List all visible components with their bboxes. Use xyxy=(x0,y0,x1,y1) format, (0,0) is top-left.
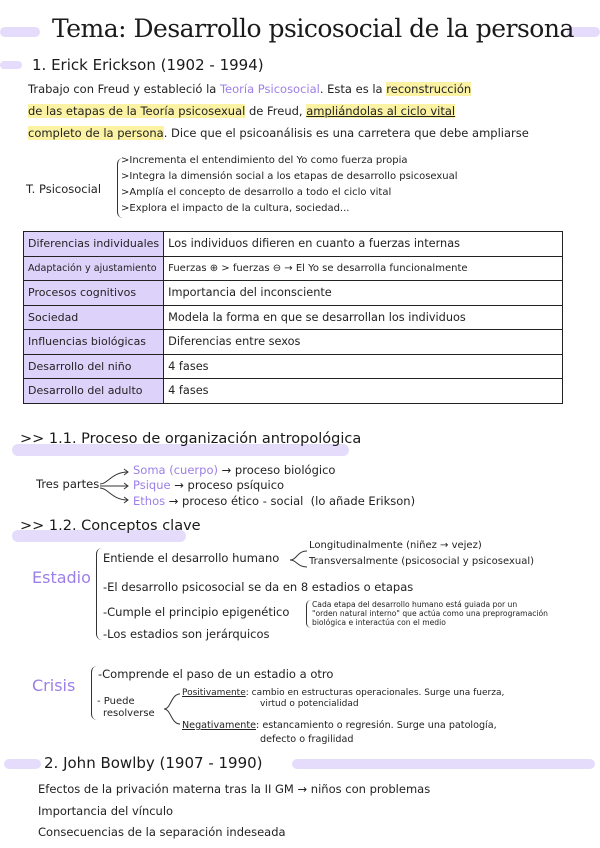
section1-heading: 1. Erick Erickson (1902 - 1994) xyxy=(32,56,264,74)
table-row xyxy=(24,330,563,355)
intro-line-1 xyxy=(28,82,471,96)
epigenetic-note xyxy=(312,600,548,627)
estadio-brace xyxy=(96,548,103,640)
part-term: Ethos xyxy=(133,494,166,508)
page-title: Tema: Desarrollo psicosocial de la persona xyxy=(52,14,574,43)
intro-text: Trabajo con Freud y estableció la xyxy=(28,82,220,96)
crisis-split-arrows xyxy=(162,690,182,728)
teoria-item-text: Incrementa el entendimiento del Yo como fuerza propia xyxy=(129,155,408,166)
crisis-puede-text: Puede xyxy=(103,696,135,707)
table-label: Desarrollo del adulto xyxy=(24,379,164,404)
table-label: Adaptación y ajustamiento xyxy=(24,256,164,281)
estadio-label: Estadio xyxy=(32,568,91,587)
teoria-item: >Incrementa el entendimiento del Yo como fuerza propia xyxy=(121,155,408,166)
table-row xyxy=(24,305,563,330)
table-value: 4 fases xyxy=(164,379,563,404)
estadio-ocho-text: El desarrollo psicosocial se da en 8 estadios o etapas xyxy=(107,580,414,594)
crisis-puede: - Puede resolverse xyxy=(97,696,155,719)
part-note: (lo añade Erikson) xyxy=(310,494,416,508)
estadio-entiende: Entiende el desarrollo humano xyxy=(103,551,280,565)
teoria-item-text: Integra la dimensión social a los etapas de desarrollo psicosexual xyxy=(129,171,458,182)
part-desc: proceso psíquico xyxy=(187,478,285,492)
tres-partes-label: Tres partes xyxy=(36,477,100,491)
crisis-neg-label: Negativamente xyxy=(182,720,257,731)
epigenetic-note-line: "orden natural interno" que actúa como una preprogramación xyxy=(312,609,548,618)
table-value: Importancia del inconsciente xyxy=(164,281,563,306)
tres-partes-arrows xyxy=(98,466,132,506)
section2-left-bar xyxy=(4,759,41,769)
epigenetic-brace xyxy=(306,600,311,628)
section1-left-bar xyxy=(0,61,22,69)
highlight-text: completo de la persona xyxy=(28,126,164,140)
bowlby-line: Efectos de la privación materna tras la II GM → niños con problemas xyxy=(38,782,431,796)
bowlby-line: Importancia del vínculo xyxy=(38,804,174,818)
table-label: Diferencias individuales xyxy=(24,232,164,257)
estadio-split-arrows xyxy=(289,548,309,570)
erikson-table xyxy=(23,231,563,404)
part-desc: proceso ético - social xyxy=(182,494,304,508)
crisis-comprende-text: Comprende el paso de un estadio a otro xyxy=(102,667,334,681)
table-row xyxy=(24,232,563,257)
teoria-label: T. Psicosocial xyxy=(26,182,102,196)
crisis-pos-text: : cambio en estructuras operacionales. Surge una fuerza, xyxy=(245,688,505,698)
estadio-cumple: -Cumple el principio epigenético xyxy=(103,605,290,619)
part-term: Psique xyxy=(133,478,171,492)
teoria-item: >Explora el impacto de la cultura, sociedad... xyxy=(121,203,350,214)
estadio-ocho: -El desarrollo psicosocial se da en 8 estadios o etapas xyxy=(103,580,414,594)
table-value: Modela la forma en que se desarrollan los individuos xyxy=(164,305,563,330)
crisis-pos-label: Positivamente xyxy=(182,688,246,698)
crisis-neg-text: : estancamiento o regresión. Surge una patología, xyxy=(256,720,497,731)
intro-text: . Dice que el psicoanálisis es una carretera que debe ampliarse xyxy=(163,126,529,140)
title-left-bar xyxy=(0,27,40,37)
crisis-label: Crisis xyxy=(32,676,76,695)
highlight-text: reconstrucción xyxy=(386,82,472,96)
crisis-pos-text-2: virtud o potencialidad xyxy=(260,699,359,709)
estadio-long: Longitudinalmente (niñez → vejez) xyxy=(309,540,482,551)
estadio-jer: -Los estadios son jerárquicos xyxy=(103,627,270,641)
crisis-positivo xyxy=(182,688,504,710)
table-value: Los individuos difieren en cuanto a fuerzas internas xyxy=(164,232,563,257)
teoria-item: >Amplía el concepto de desarrollo a todo el ciclo vital xyxy=(121,187,392,198)
table-label: Influencias biológicas xyxy=(24,330,164,355)
part-desc: proceso biológico xyxy=(234,463,336,477)
table-row xyxy=(24,379,563,404)
crisis-resolverse-text: resolverse xyxy=(103,708,155,719)
estadio-trans: Transversalmente (psicosocial y psicosexual) xyxy=(309,556,535,567)
section2-right-bar xyxy=(292,759,595,769)
crisis-neg-text-2: defecto o fragilidad xyxy=(260,734,354,745)
table-value: 4 fases xyxy=(164,354,563,379)
epigenetic-note-line: Cada etapa del desarrollo humano está guiada por un xyxy=(312,600,518,609)
highlight-text: de las etapas de la Teoría psicosexual xyxy=(28,104,246,118)
part-term: Soma (cuerpo) xyxy=(133,463,218,477)
bowlby-line: Consecuencias de la separación indeseada xyxy=(38,825,286,839)
intro-text: de Freud, xyxy=(245,104,307,118)
section12-heading: >> 1.2. Conceptos clave xyxy=(20,518,201,534)
table-label: Procesos cognitivos xyxy=(24,281,164,306)
table-label: Desarrollo del niño xyxy=(24,354,164,379)
section2-heading: 2. John Bowlby (1907 - 1990) xyxy=(44,754,263,772)
table-label: Sociedad xyxy=(24,305,164,330)
crisis-comprende: -Comprende el paso de un estadio a otro xyxy=(98,667,334,681)
teoria-psicosocial-term: Teoría Psicosocial xyxy=(219,82,320,96)
estadio-jer-text: Los estadios son jerárquicos xyxy=(107,627,270,641)
crisis-negativo xyxy=(182,719,497,747)
intro-text: . Esta es la xyxy=(319,82,387,96)
highlight-text: ampliándolas al ciclo vital xyxy=(306,104,456,118)
table-row xyxy=(24,354,563,379)
intro-line-2 xyxy=(28,104,455,118)
intro-line-3 xyxy=(28,126,529,140)
teoria-item-text: Explora el impacto de la cultura, sociedad... xyxy=(129,203,350,214)
part-psique: Psique → proceso psíquico xyxy=(133,478,285,492)
table-value: Fuerzas ⊕ > fuerzas ⊖ → El Yo se desarrolla funcionalmente xyxy=(164,256,563,281)
estadio-cumple-text: Cumple el principio epigenético xyxy=(107,605,290,619)
table-row xyxy=(24,281,563,306)
teoria-item-text: Amplía el concepto de desarrollo a todo el ciclo vital xyxy=(129,187,392,198)
part-ethos: Ethos → proceso ético - social (lo añade Erikson) xyxy=(133,494,416,508)
part-soma: Soma (cuerpo) → proceso biológico xyxy=(133,463,336,477)
table-value: Diferencias entre sexos xyxy=(164,330,563,355)
table-row xyxy=(24,256,563,281)
epigenetic-note-line: biológica e interactúa con el medio xyxy=(312,618,446,627)
teoria-item: >Integra la dimensión social a los etapas de desarrollo psicosexual xyxy=(121,171,458,182)
section11-heading: >> 1.1. Proceso de organización antropológica xyxy=(20,431,362,447)
